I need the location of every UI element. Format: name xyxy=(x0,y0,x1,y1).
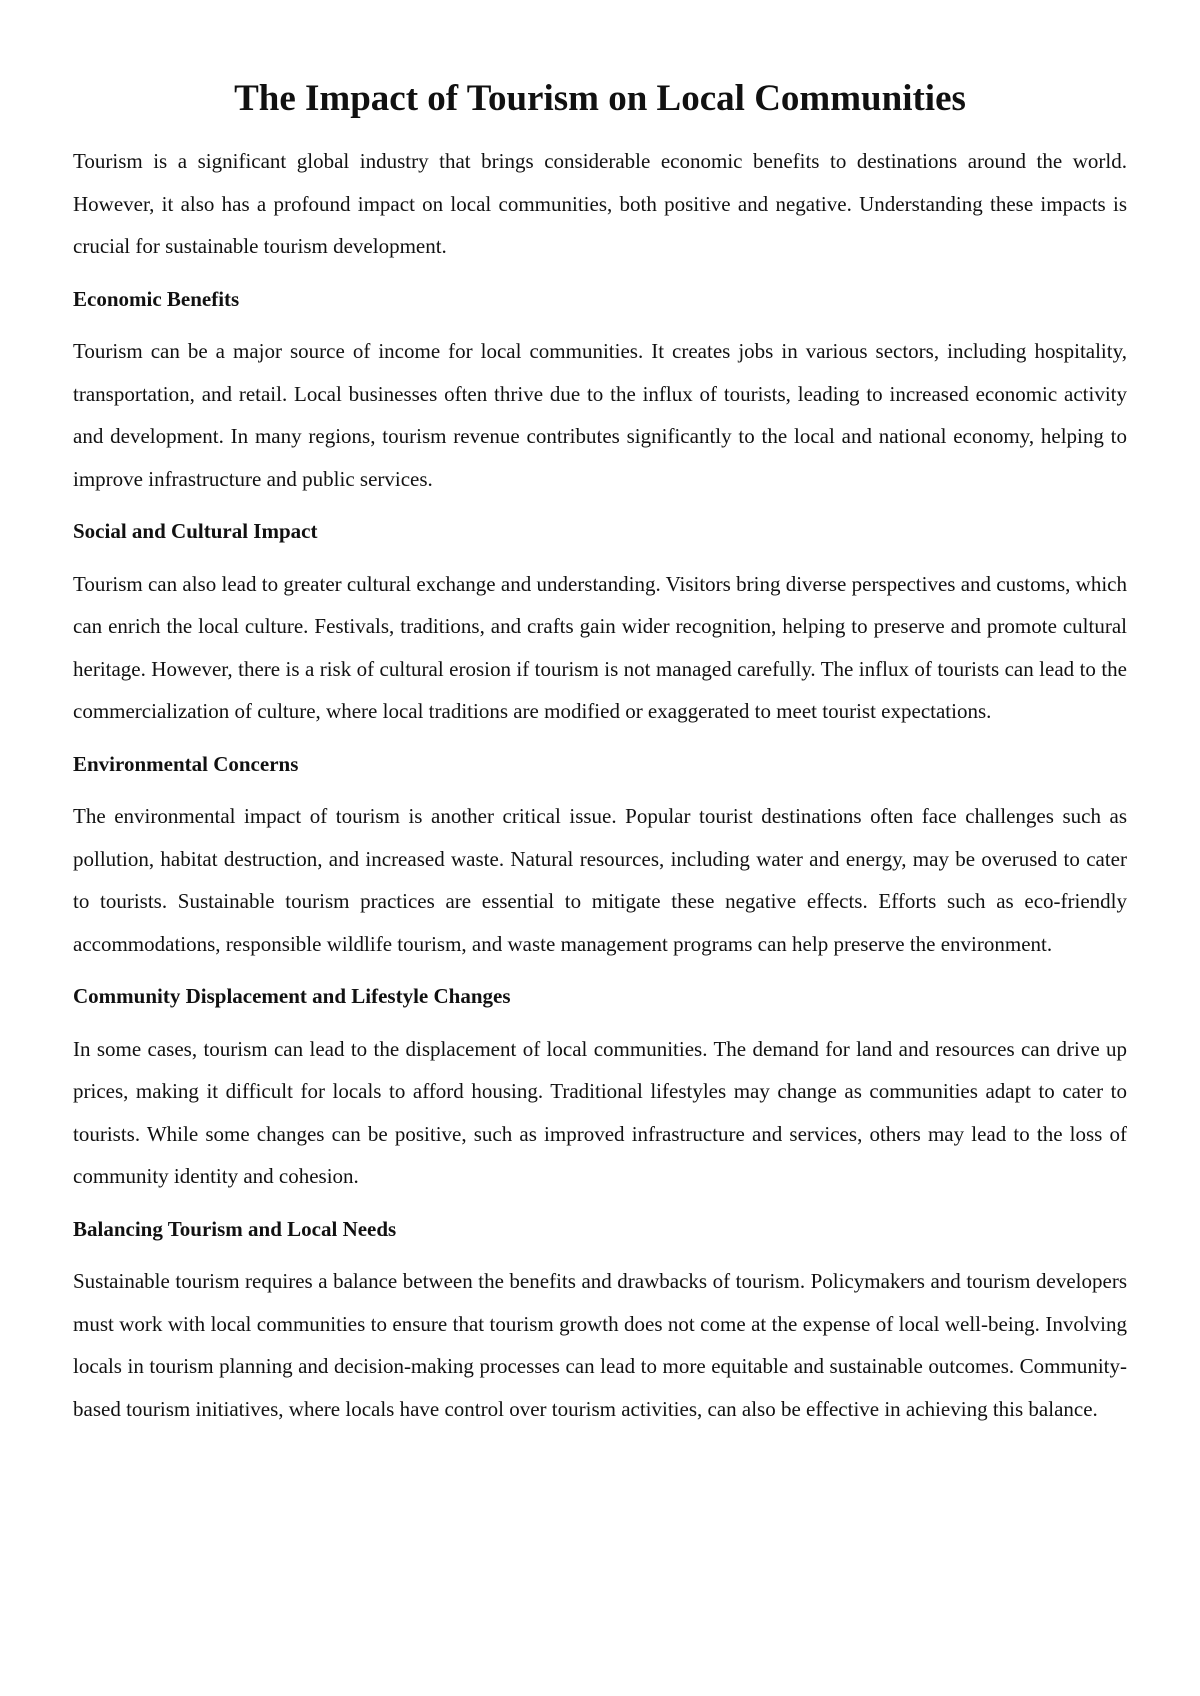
intro-paragraph: Tourism is a significant global industry that brings considerable economic benefits to destinations around the world. However, it also has a profound impact on local communities, both positive and negative. Understanding these impacts is crucial for sustainable tourism development. xyxy=(73,149,1127,258)
document-title: The Impact of Tourism on Local Communities xyxy=(234,78,966,119)
section-environmental-concerns xyxy=(73,743,1127,966)
section-heading: Social and Cultural Impact xyxy=(73,519,318,543)
section-paragraph: Sustainable tourism requires a balance between the benefits and drawbacks of tourism. Policymakers and tourism developers must work with local communities to ensure that tourism growth does not come at the expense of local well-being. Involving locals in tourism planning and decision-making processes can lead to more equitable and sustainable outcomes. Community-based tourism initiatives, where locals have control over tourism activities, can also be effective in achieving this balance. xyxy=(73,1269,1127,1421)
section-paragraph: Tourism can be a major source of income for local communities. It creates jobs in various sectors, including hospitality, transportation, and retail. Local businesses often thrive due to the influx of tourists, leading to increased economic activity and development. In many regions, tourism revenue contributes significantly to the local and national economy, helping to improve infrastructure and public services. xyxy=(73,339,1127,491)
section-heading: Community Displacement and Lifestyle Changes xyxy=(73,984,511,1008)
section-social-cultural-impact xyxy=(73,510,1127,733)
section-heading: Balancing Tourism and Local Needs xyxy=(73,1216,397,1241)
section-balancing-tourism xyxy=(73,1208,1127,1431)
section-paragraph: The environmental impact of tourism is another critical issue. Popular tourist destinations often face challenges such as pollution, habitat destruction, and increased waste. Natural resources, including water and energy, may be overused to cater to tourists. Sustainable tourism practices are essential to mitigate these negative effects. Efforts such as eco-friendly accommodations, responsible wildlife tourism, and waste management programs can help preserve the environment. xyxy=(73,804,1127,956)
section-heading: Economic Benefits xyxy=(73,286,240,311)
section-heading: Environmental Concerns xyxy=(73,751,299,776)
section-economic-benefits xyxy=(73,278,1127,501)
section-paragraph: Tourism can also lead to greater cultural exchange and understanding. Visitors bring diverse perspectives and customs, which can enrich the local culture. Festivals, traditions, and crafts gain wider recognition, helping to preserve and promote cultural heritage. However, there is a risk of cultural erosion if tourism is not managed carefully. The influx of tourists can lead to the commercialization of culture, where local traditions are modified or exaggerated to meet tourist expectations. xyxy=(73,571,1127,723)
section-paragraph: In some cases, tourism can lead to the displacement of local communities. The demand for land and resources can drive up prices, making it difficult for locals to afford housing. Traditional lifestyles may change as communities adapt to cater to tourists. While some changes can be positive, such as improved infrastructure and services, others may lead to the loss of community identity and cohesion. xyxy=(73,1036,1127,1188)
section-community-displacement xyxy=(73,975,1127,1198)
